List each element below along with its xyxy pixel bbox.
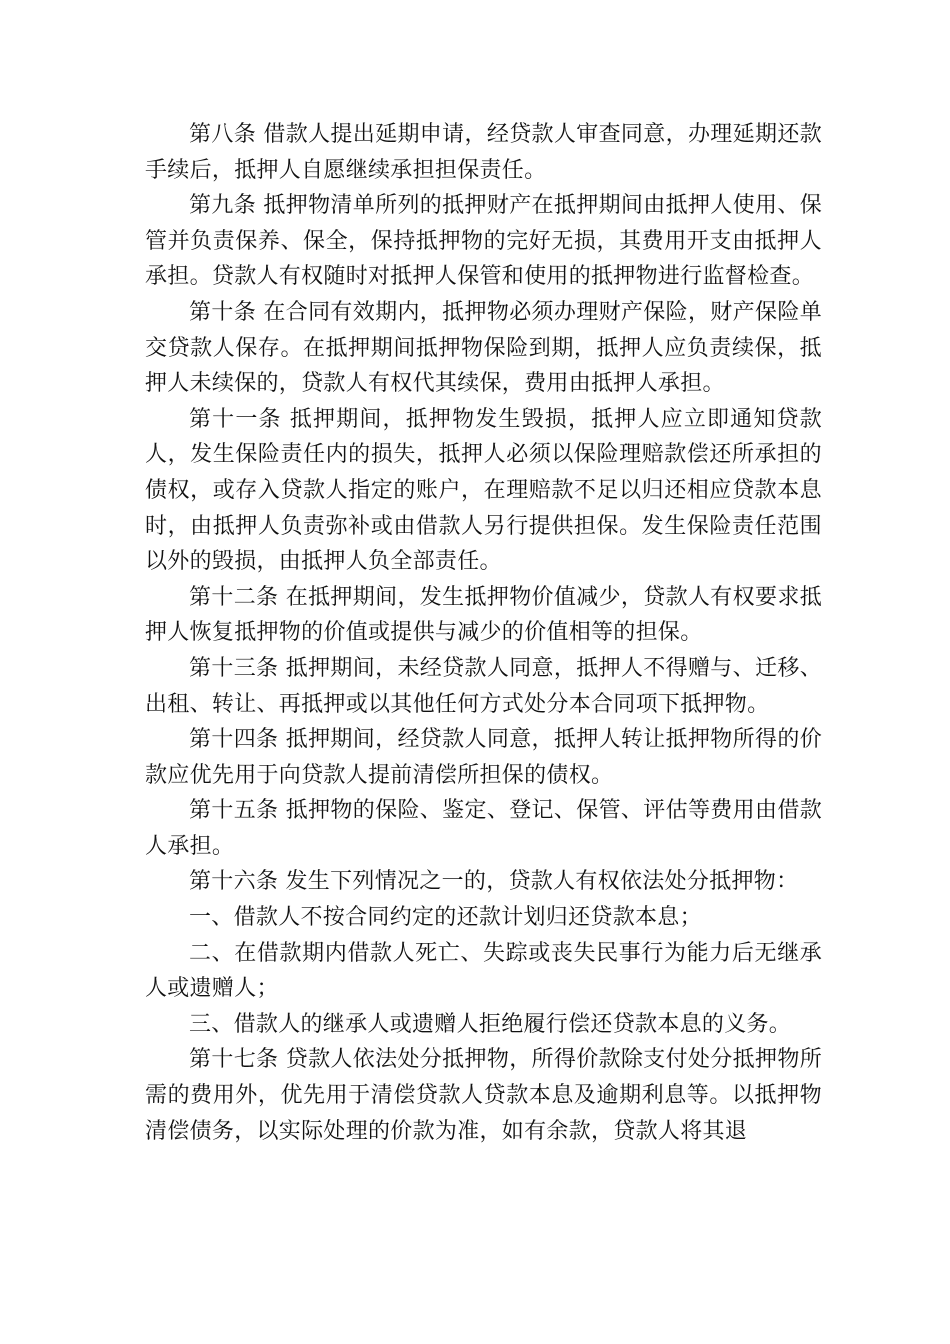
article-9-paragraph: 第九条 抵押物清单所列的抵押财产在抵押期间由抵押人使用、保管并负责保养、保全，保持抵押物的完好无损，其费用开支由抵押人承担。贷款人有权随时对抵押人保管和使用的抵押物进行监督检查。 bbox=[145, 193, 822, 290]
contract-text-body bbox=[145, 117, 822, 1149]
article-8-paragraph: 第八条 借款人提出延期申请，经贷款人审查同意，办理延期还款手续后，抵押人自愿继续承担担保责任。 bbox=[145, 122, 822, 183]
article-15-paragraph: 第十五条 抵押物的保险、鉴定、登记、保管、评估等费用由借款人承担。 bbox=[145, 798, 822, 859]
article-11-paragraph: 第十一条 抵押期间，抵押物发生毁损，抵押人应立即通知贷款人，发生保险责任内的损失，抵押人必须以保险理赔款偿还所承担的债权，或存入贷款人指定的账户，在理赔款不足以归还相应贷款本息时，由抵押人负责弥补或由借款人另行提供担保。发生保险责任范围以外的毁损，由抵押人负全部责任。 bbox=[145, 406, 822, 575]
article-16-item-3: 三、借款人的继承人或遗赠人拒绝履行偿还贷款本息的义务。 bbox=[189, 1011, 792, 1037]
article-14-paragraph: 第十四条 抵押期间，经贷款人同意，抵押人转让抵押物所得的价款应优先用于向贷款人提前清偿所担保的债权。 bbox=[145, 727, 822, 788]
article-10-paragraph: 第十条 在合同有效期内，抵押物必须办理财产保险，财产保险单交贷款人保存。在抵押期间抵押物保险到期，抵押人应负责续保，抵押人未续保的，贷款人有权代其续保，费用由抵押人承担。 bbox=[145, 299, 822, 397]
article-13-paragraph: 第十三条 抵押期间，未经贷款人同意，抵押人不得赠与、迁移、出租、转让、再抵押或以其他任何方式处分本合同项下抵押物。 bbox=[145, 655, 822, 717]
article-12-paragraph: 第十二条 在抵押期间，发生抵押物价值减少，贷款人有权要求抵押人恢复抵押物的价值或提供与减少的价值相等的担保。 bbox=[145, 584, 822, 646]
article-16-item-1: 一、借款人不按合同约定的还款计划归还贷款本息； bbox=[189, 905, 702, 931]
article-16-paragraph: 第十六条 发生下列情况之一的，贷款人有权依法处分抵押物： bbox=[189, 869, 799, 895]
article-17-paragraph: 第十七条 贷款人依法处分抵押物，所得价款除支付处分抵押物所需的费用外，优先用于清偿贷款人贷款本息及逾期利息等。以抵押物清偿债务，以实际处理的价款为准，如有余款，贷款人将其退 bbox=[145, 1047, 822, 1144]
article-16-item-2: 二、在借款期内借款人死亡、失踪或丧失民事行为能力后无继承人或遗赠人； bbox=[145, 940, 822, 1002]
